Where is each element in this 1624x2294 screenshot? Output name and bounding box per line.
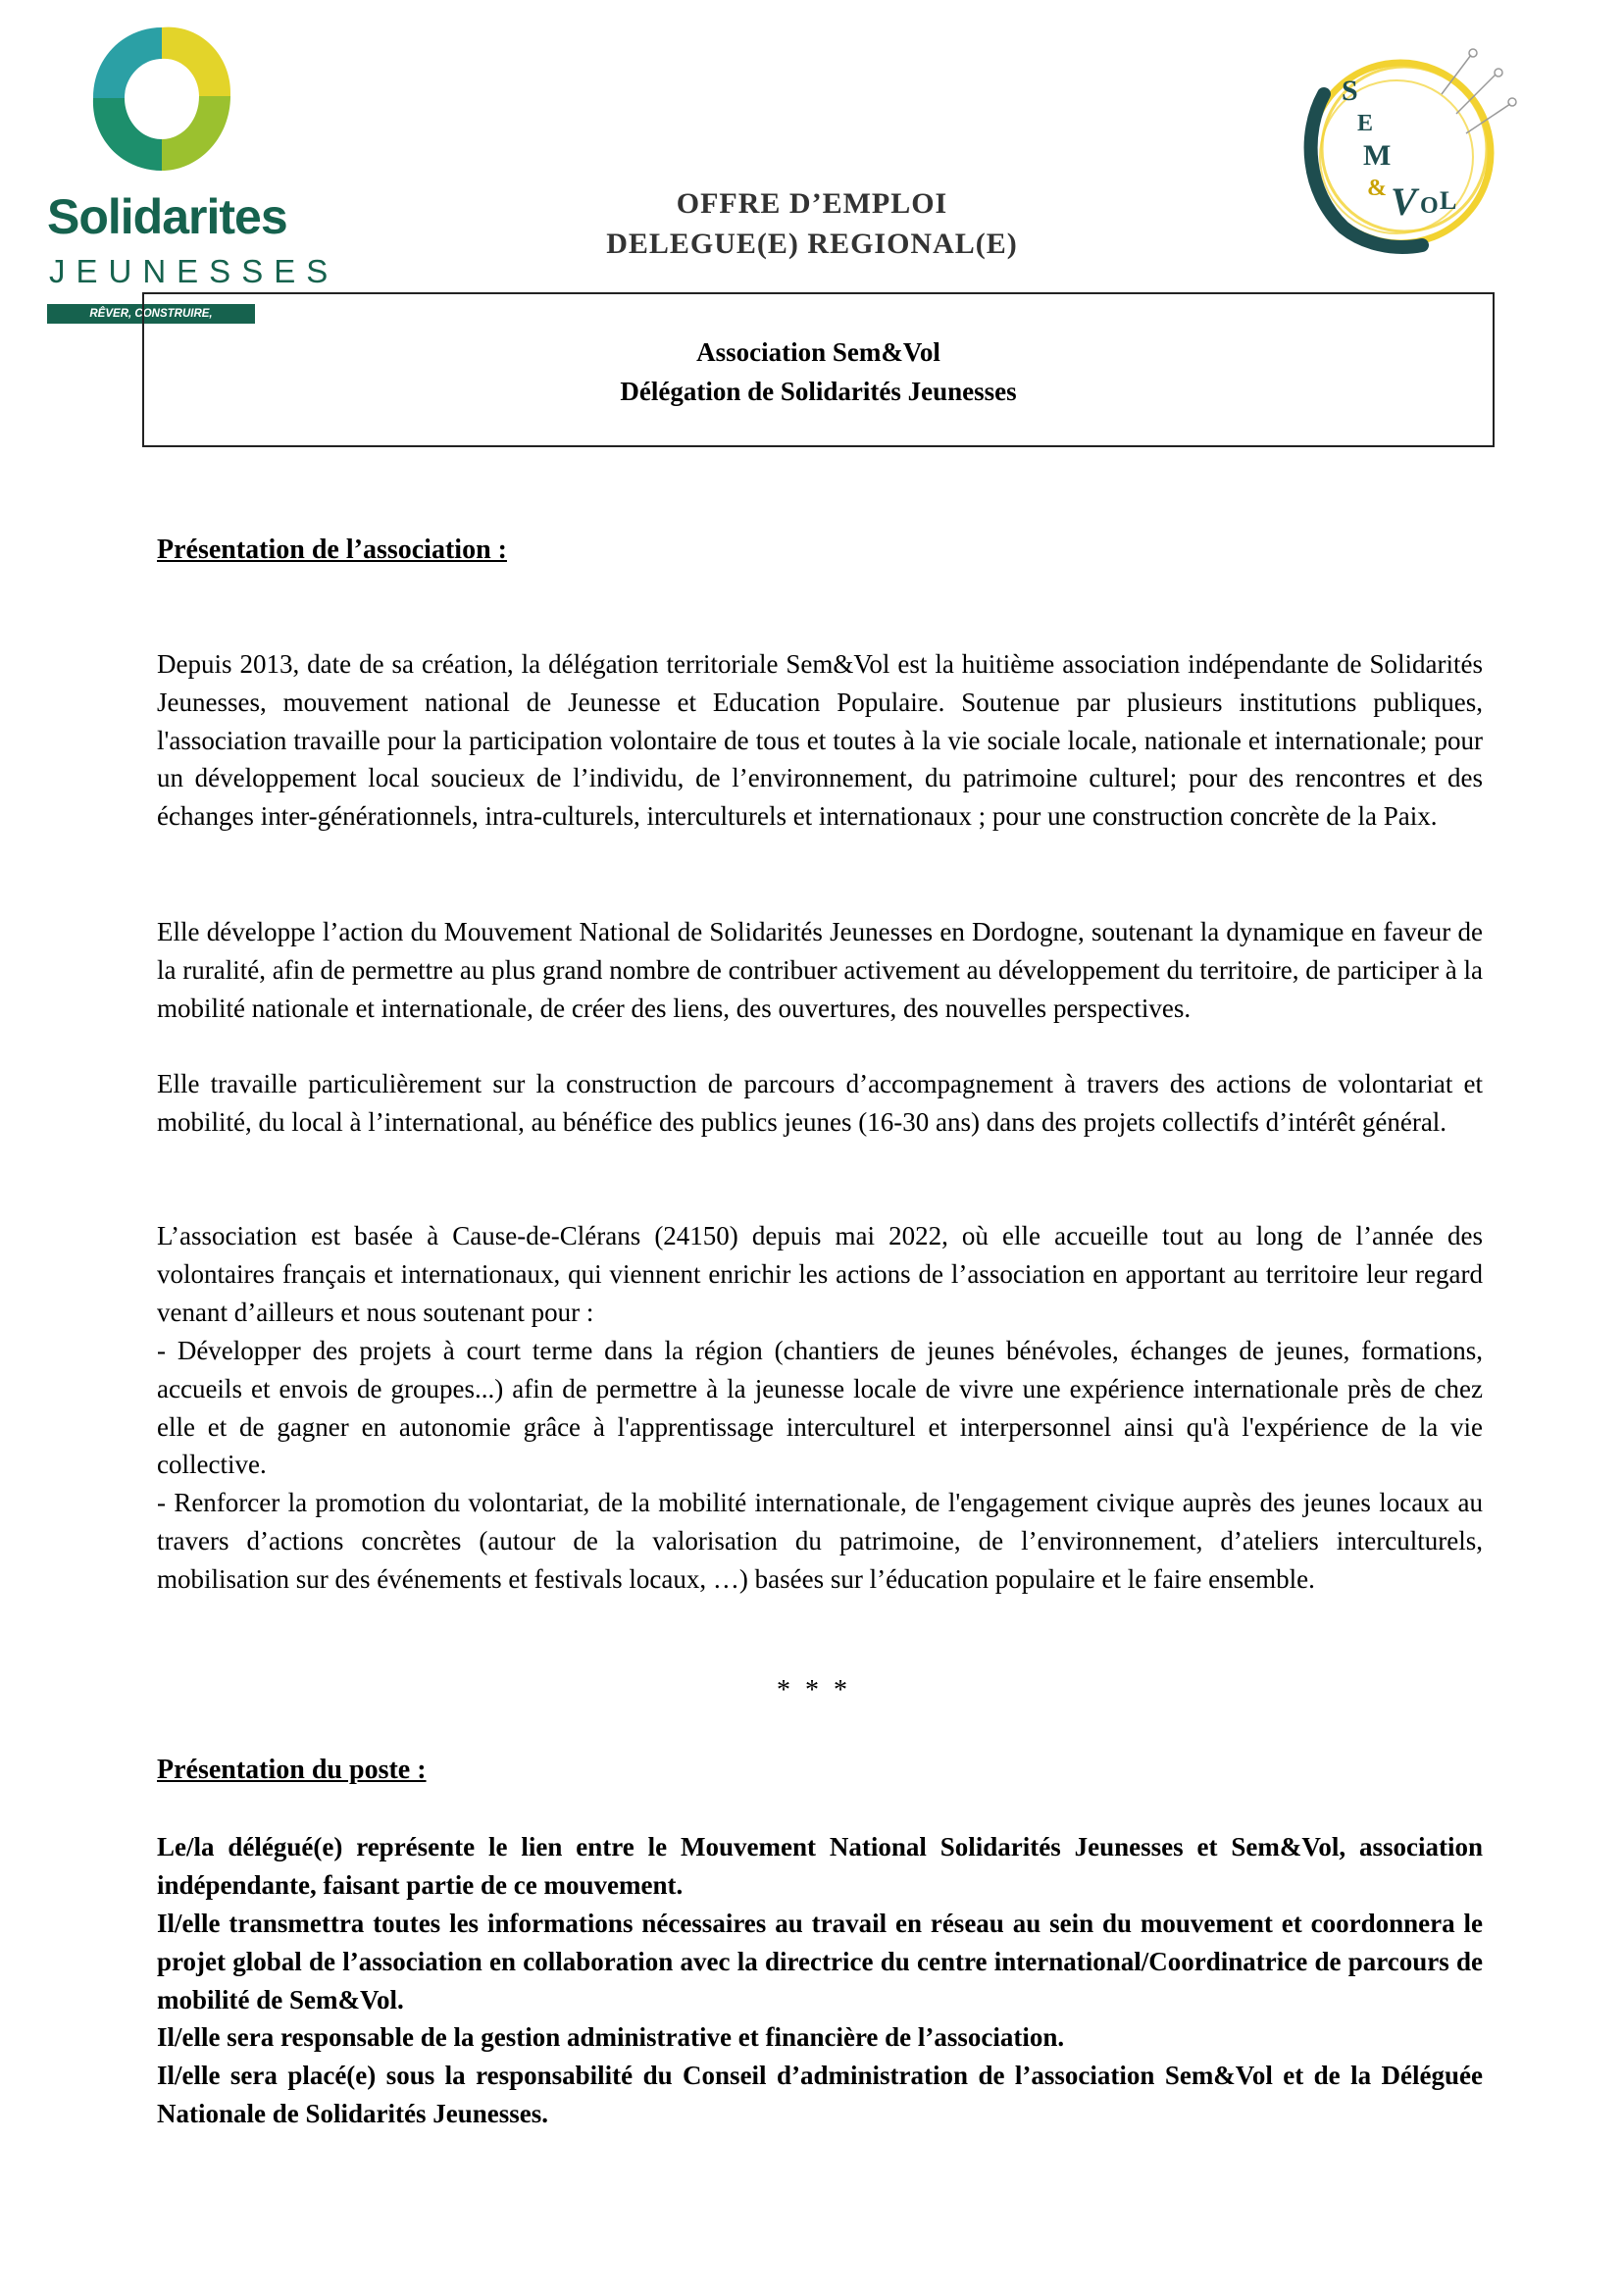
paragraph: - Renforcer la promotion du volontariat, de la mobilité internationale, de l'engagement civique auprès des jeunes locaux au travers d’actions concrètes (autour de la valorisation du patrimoine, de l’environnement, d’ateliers interculturels, mobilisation sur des événements et festivals locaux, …) basées sur l’éducation populaire et le faire ensemble. xyxy=(157,1488,1483,1594)
section-separator: * * * xyxy=(777,1675,847,1706)
logo-wordmark: Solidarites xyxy=(47,189,287,244)
paragraph: - Développer des projets à court terme dans la région (chantiers de jeunes bénévoles, échanges de jeunes, formations, accueils et envois de groupes...) afin de permettre à la jeunesse locale de vivre une expérience internationale près de chez elle et de gagner en autonomie grâce à l'apprentissage interculturel et interpersonnel ainsi qu'à l'expérience de la vie collective. xyxy=(157,1336,1483,1480)
paragraph: Il/elle sera responsable de la gestion administrative et financière de l’association. xyxy=(157,2022,1065,2052)
section-heading-association: Présentation de l’association : xyxy=(157,535,507,565)
association-name: Association Sem&Vol xyxy=(696,337,940,367)
association-delegation: Délégation de Solidarités Jeunesses xyxy=(620,377,1017,406)
logo-letter: M xyxy=(1363,139,1392,172)
logo-subtitle: JEUNESSES xyxy=(49,253,339,289)
solidarites-jeunesses-logo xyxy=(39,18,339,339)
paragraph: Il/elle sera placé(e) sous la responsabilité du Conseil d’administration de l’association Sem&Vol et de la Déléguée Nationale de Solidarités Jeunesses. xyxy=(157,2061,1483,2128)
logo-letter: V xyxy=(1391,179,1417,224)
page-title: OFFRE D’EMPLOI xyxy=(676,187,948,220)
section-heading-poste: Présentation du poste : xyxy=(157,1755,427,1785)
swirl-logo-icon xyxy=(83,18,240,184)
paragraph: Elle travaille particulièrement sur la construction de parcours d’accompagnement à travers des actions de volontariat et mobilité, du local à l’international, au bénéfice des publics jeunes (16-30 ans) dans des projets collectifs d’intérêt général. xyxy=(157,1069,1483,1137)
logo-letter: S xyxy=(1342,75,1358,107)
page-subtitle: DELEGUE(E) REGIONAL(E) xyxy=(606,228,1018,260)
paragraph: L’association est basée à Cause-de-Clérans (24150) depuis mai 2022, où elle accueille tout au long de l’année des volontaires français et internationaux, qui viennent enrichir les actions de l’association en apportant au territoire leur regard venant d’ailleurs et nous soutenant pour : xyxy=(157,1221,1483,1327)
paragraph: Elle développe l’action du Mouvement National de Solidarités Jeunesses en Dordogne, soutenant la dynamique en faveur de la ruralité, afin de permettre au plus grand nombre de contribuer activement au développement du territoire, de participer à la mobilité nationale et internationale, de créer des liens, des ouvertures, des nouvelles perspectives. xyxy=(157,917,1483,1023)
logo-letter: O xyxy=(1420,193,1439,219)
association-box xyxy=(142,292,1495,447)
logo-letter: E xyxy=(1357,111,1374,136)
paragraph: Depuis 2013, date de sa création, la délégation territoriale Sem&Vol est la huitième association indépendante de Solidarités Jeunesses, mouvement national de Jeunesse et Education Populaire. Soutenue par plusieurs institutions publiques, l'association travaille pour la participation volontaire de tous et toutes à la vie sociale locale, nationale et internationale; pour un développement local soucieux de l’individu, de l’environnement, du patrimoine culturel; pour des rencontres et des échanges inter-générationnels, intra-culturels, interculturels et internationaux ; pour une construction concrète de la Paix. xyxy=(157,649,1483,832)
logo-letter: L xyxy=(1440,186,1457,215)
paragraph: Il/elle transmettra toutes les informations nécessaires au travail en réseau au sein du mouvement et coordonnera le projet global de l’association en collaboration avec la directrice du centre international/Coordinatrice de parcours de mobilité de Sem&Vol. xyxy=(157,1909,1483,2014)
logo-tagline: RÊVER, CONSTRUIRE, TRANSFORMER xyxy=(47,304,255,324)
logo-letter: & xyxy=(1367,176,1387,201)
paragraph: Le/la délégué(e) représente le lien entre le Mouvement National Solidarités Jeunesses et Sem&Vol, association indépendante, faisant partie de ce mouvement. xyxy=(157,1832,1483,1900)
